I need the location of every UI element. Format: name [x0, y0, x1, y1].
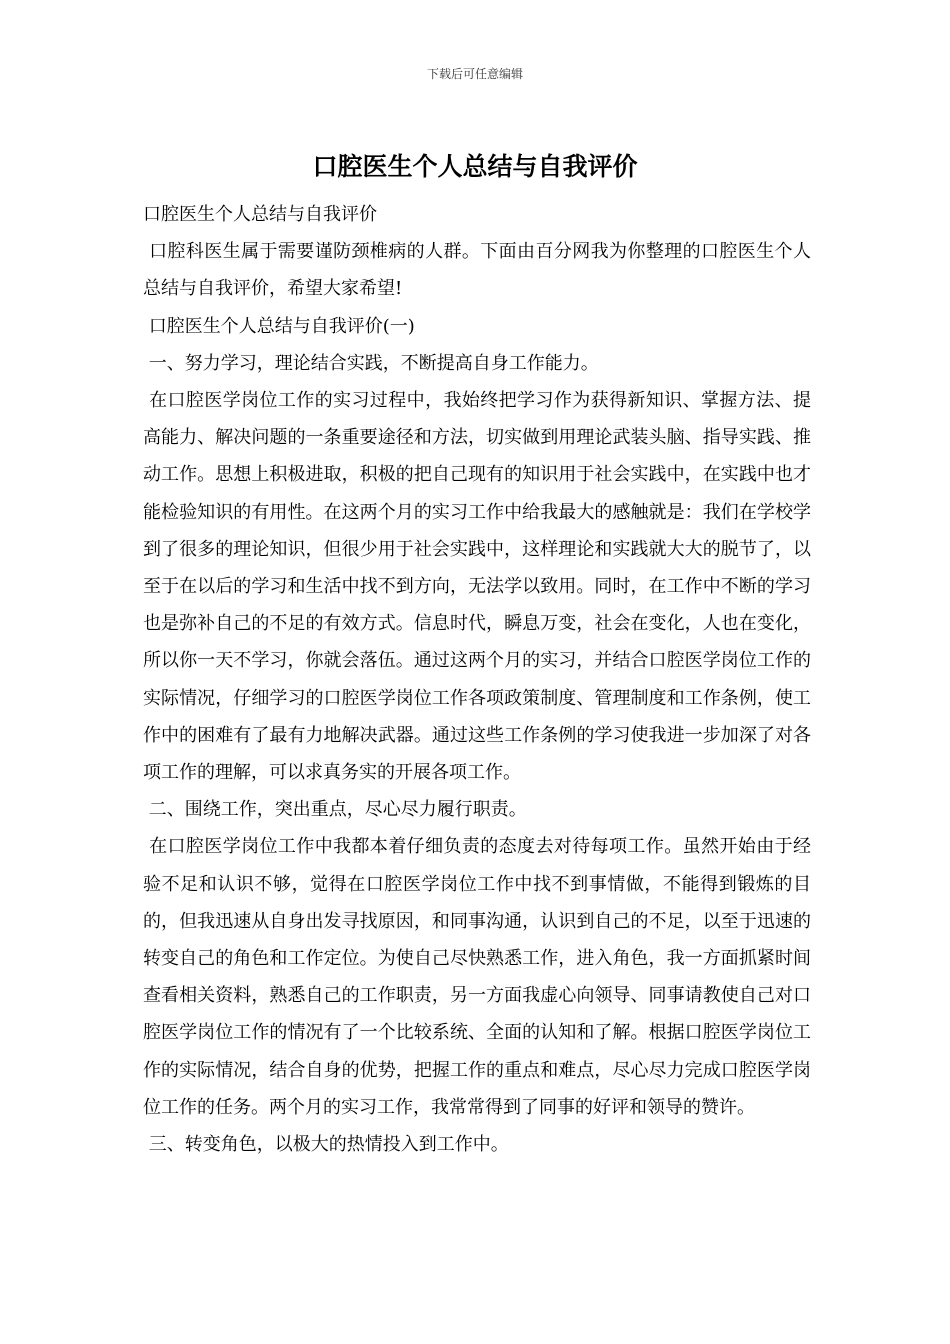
paragraph-intro: 口腔科医生属于需要谨防颈椎病的人群。下面由百分网我为你整理的口腔医生个人总结与自我评价，希望大家希望! — [143, 241, 811, 300]
paragraph-point-two-heading: 二、围绕工作，突出重点，尽心尽力履行职责。 — [143, 799, 527, 821]
document-title: 口腔医生个人总结与自我评价 — [312, 152, 638, 181]
paragraph-section-heading: 口腔医生个人总结与自我评价(一) — [143, 315, 415, 337]
header-note: 下载后可任意编辑 — [426, 67, 523, 81]
paragraph-subtitle: 口腔医生个人总结与自我评价 — [143, 204, 377, 225]
paragraph-point-one-heading: 一、努力学习，理论结合实践，不断提高自身工作能力。 — [143, 352, 599, 374]
document-body — [143, 196, 811, 1163]
paragraph-point-one-body: 在口腔医学岗位工作的实习过程中，我始终把学习作为获得新知识、掌握方法、提高能力、解决问题的一条重要途径和方法，切实做到用理论武装头脑、指导实践、推动工作。思想上积极进取，积极的把自己现有的知识用于社会实践中，在实践中也才能检验知识的有用性。在这两个月的实习工作中给我最大的感触就是：我们在学校学到了很多的理论知识，但很少用于社会实践中，这样理论和实践就大大的脱节了，以至于在以后的学习和生活中找不到方向，无法学以致用。同时，在工作中不断的学习也是弥补自己的不足的有效方式。信息时代，瞬息万变，社会在变化，人也在变化，所以你一天不学习，你就会落伍。通过这两个月的实习，并结合口腔医学岗位工作的实际情况，仔细学习的口腔医学岗位工作各项政策制度、管理制度和工作条例，使工作中的困难有了最有力地解决武器。通过这些工作条例的学习使我进一步加深了对各项工作的理解，可以求真务实的开展各项工作。 — [143, 390, 811, 784]
paragraph-point-three-heading: 三、转变角色，以极大的热情投入到工作中。 — [143, 1134, 509, 1156]
paragraph-point-two-body: 在口腔医学岗位工作中我都本着仔细负责的态度去对待每项工作。虽然开始由于经验不足和认识不够，觉得在口腔医学岗位工作中找不到事情做，不能得到锻炼的目的，但我迅速从自身出发寻找原因，和同事沟通，认识到自己的不足，以至于迅速的转变自己的角色和工作定位。为使自己尽快熟悉工作，进入角色，我一方面抓紧时间查看相关资料，熟悉自己的工作职责，另一方面我虚心向领导、同事请教使自己对口腔医学岗位工作的情况有了一个比较系统、全面的认知和了解。根据口腔医学岗位工作的实际情况，结合自身的优势，把握工作的重点和难点，尽心尽力完成口腔医学岗位工作的任务。两个月的实习工作，我常常得到了同事的好评和领导的赞许。 — [143, 836, 811, 1118]
